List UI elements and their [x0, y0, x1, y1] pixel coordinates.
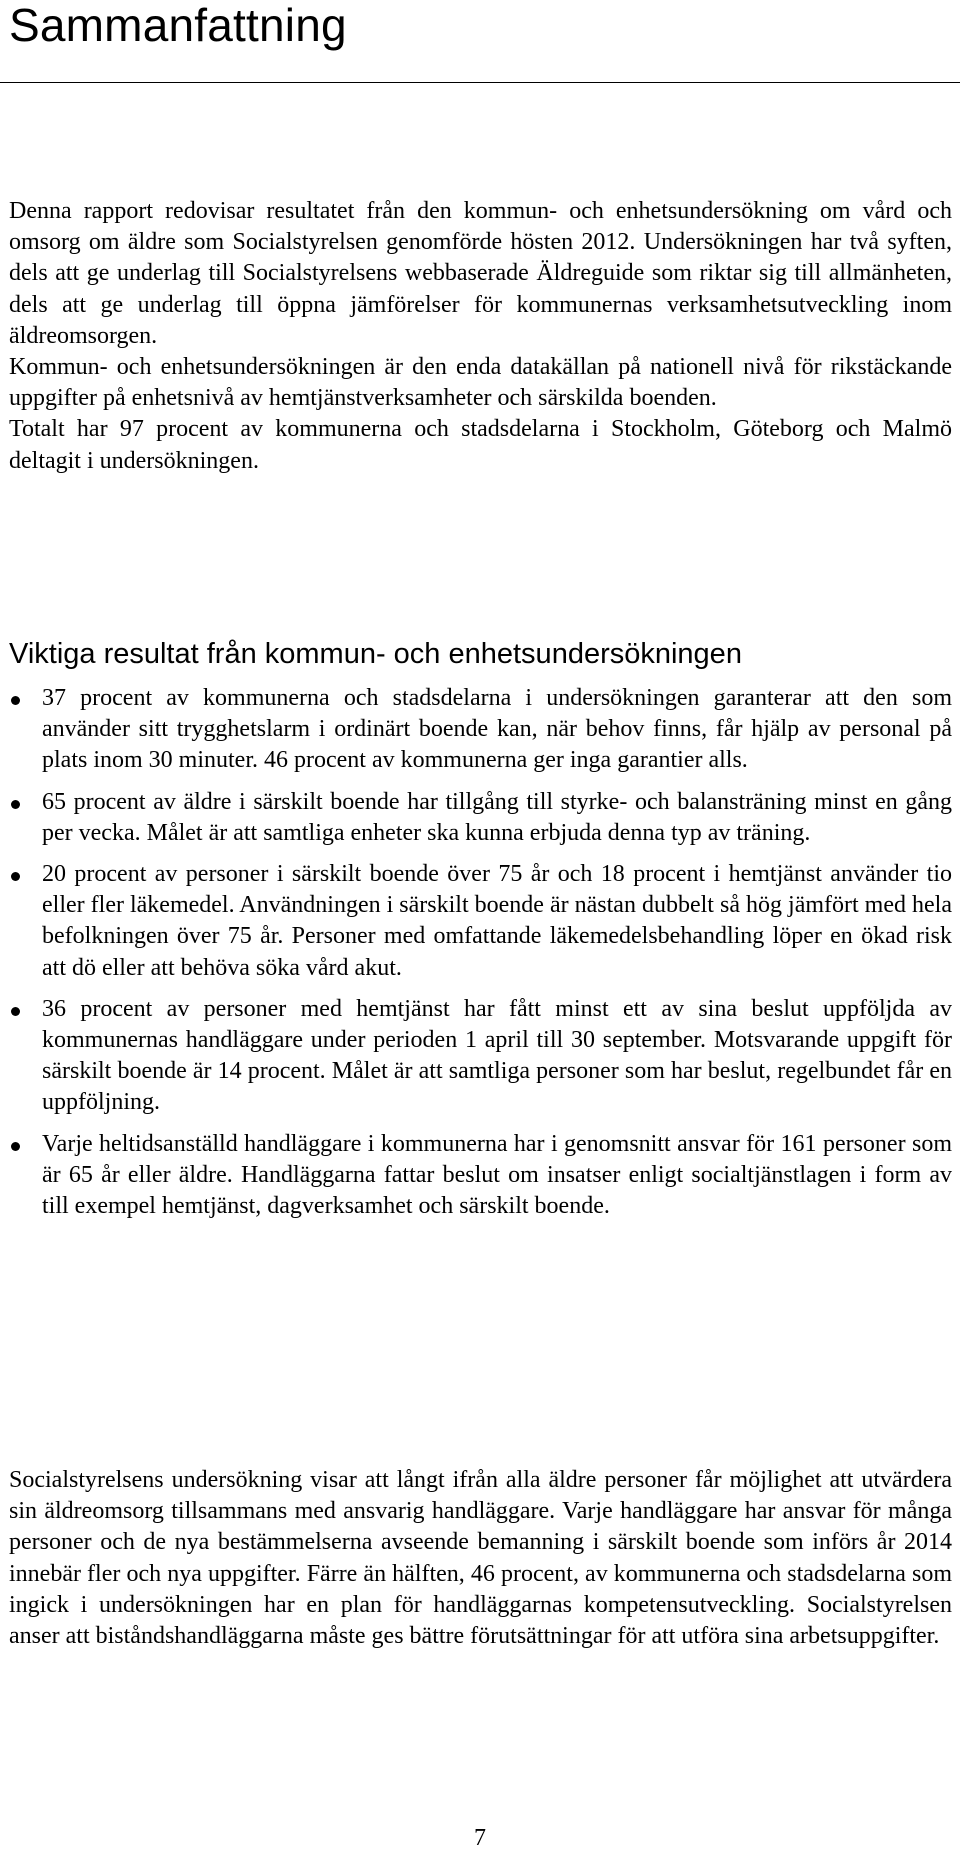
list-item-text: 65 procent av äldre i särskilt boende har tillgång till styrke- och balansträning minst en gång per vecka. Målet är att samtliga enheter ska kunna erbjuda denna typ av träning.: [42, 788, 952, 846]
intro-section: [9, 196, 952, 477]
list-item: [9, 859, 952, 984]
title-divider: [0, 82, 960, 83]
list-item-text: Varje heltidsanställd handläggare i kommunerna har i genomsnitt ansvar för 161 personer som är 65 år eller äldre. Handläggarna fattar beslut om insatser enligt socialtjänstlagen i form av till exempel hemtjänst, dagverksamhet och särskilt boende.: [42, 1130, 952, 1220]
bullet-icon: [11, 1007, 20, 1016]
list-item-text: 36 procent av personer med hemtjänst har fått minst ett av sina beslut uppföljda av kommunernas handläggare under perioden 1 april till 30 september. Motsvarande uppgift för särskilt boende är 14 procent. Målet är att samtliga personer som har beslut, regelbundet får en uppföljning.: [42, 995, 952, 1116]
results-list: [9, 683, 952, 1232]
list-item: [9, 683, 952, 777]
bullet-icon: [11, 800, 20, 809]
bullet-icon: [11, 872, 20, 881]
list-item: [9, 787, 952, 849]
list-item-text: 37 procent av kommunerna och stadsdelarna i undersökningen garanterar att den som använder sitt trygghetslarm i ordinärt boende kan, när behov finns, får hjälp av personal på plats inom 30 minuter. 46 procent av kommunerna ger inga garantier alls.: [42, 685, 952, 774]
page-number: 7: [474, 1825, 486, 1851]
bullet-icon: [11, 696, 20, 705]
intro-paragraph: Kommun- och enhetsundersökningen är den enda datakällan på nationell nivå för rikstäckande uppgifter på enhetsnivå av hemtjänstverksamheter och särskilda boenden.: [9, 354, 952, 412]
list-item: [9, 1129, 952, 1223]
bullet-icon: [11, 1142, 20, 1151]
list-item-text: 20 procent av personer i särskilt boende över 75 år och 18 procent i hemtjänst använder tio eller fler läkemedel. Användningen i särskilt boende är nästan dubbelt så hög jämfört med hela befolkningen över 75 år. Personer med omfattande läkemedelsbehandling löper en ökad risk att dö eller att behöva söka vård akut.: [42, 861, 952, 981]
page-title: Sammanfattning: [9, 0, 347, 51]
intro-paragraph: Totalt har 97 procent av kommunerna och stadsdelarna i Stockholm, Göteborg och Malmö deltagit i undersökningen.: [9, 416, 952, 474]
section-heading: Viktiga resultat från kommun- och enhetsundersökningen: [9, 638, 742, 670]
closing-paragraph: Socialstyrelsens undersökning visar att långt ifrån alla äldre personer får möjlighet att utvärdera sin äldreomsorg tillsammans med ansvarig handläggare. Varje handläggare har ansvar för många personer och de nya bestämmelserna avseende bemanning i särskilt boende som införs år 2014 innebär fler och nya uppgifter. Färre än hälften, 46 procent, av kommunerna och stadsdelarna som ingick i undersökningen har en plan för handläggarnas kompetensutveckling. Socialstyrelsen anser att biståndshandläggarna måste ges bättre förutsättningar för att utföra sina arbetsuppgifter.: [9, 1467, 952, 1650]
list-item: [9, 994, 952, 1119]
intro-paragraph: Denna rapport redovisar resultatet från den kommun- och enhetsundersökning om vård och omsorg om äldre som Socialstyrelsen genomförde hösten 2012. Undersökningen har två syften, dels att ge underlag till Socialstyrelsens webbaserade Äldreguide som riktar sig till allmänheten, dels att ge underlag till öppna jämförelser för kommunernas verksamhetsutveckling inom äldreomsorgen.: [9, 198, 952, 349]
